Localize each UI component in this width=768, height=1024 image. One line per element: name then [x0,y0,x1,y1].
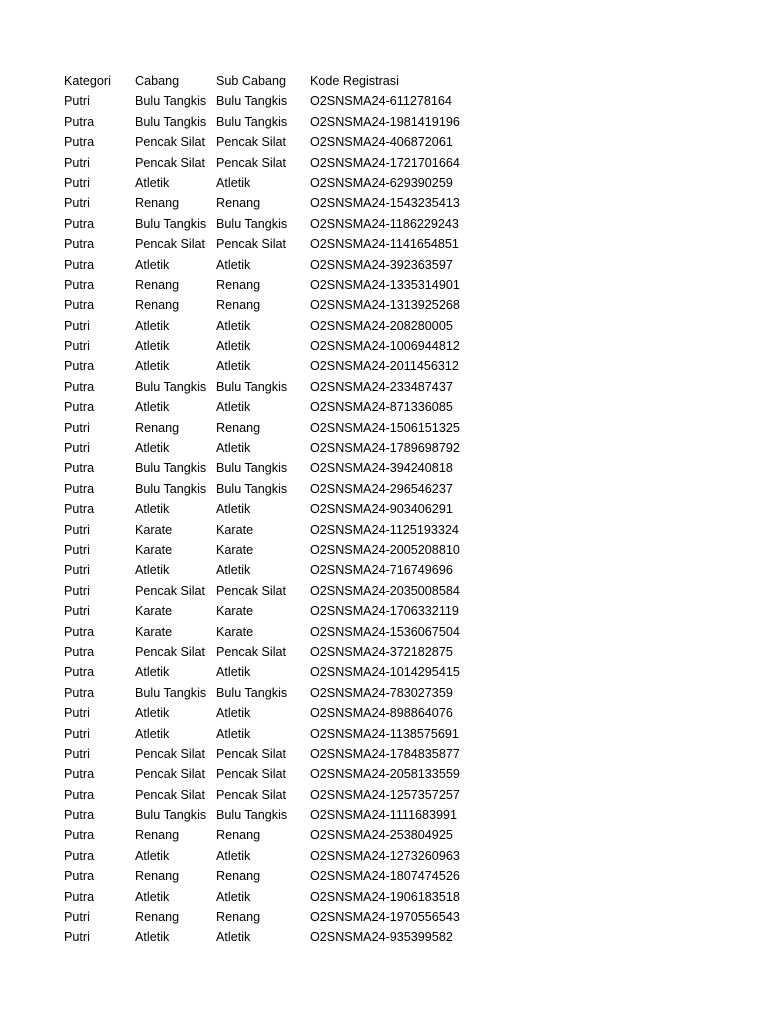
cell-sub-cabang: Atletik [216,665,251,680]
cell-kode-registrasi: O2SNSMA24-1807474526 [310,869,460,884]
cell-kode-registrasi: O2SNSMA24-1014295415 [310,665,460,680]
cell-cabang: Bulu Tangkis [135,685,207,700]
cell-kode-registrasi: O2SNSMA24-394240818 [310,461,453,476]
cell-kategori: Putri [64,583,90,598]
cell-cabang: Pencak Silat [135,237,206,252]
cell-kategori: Putri [64,542,90,557]
cell-cabang: Pencak Silat [135,767,206,782]
cell-kategori: Putri [64,155,90,170]
table-body [64,91,490,947]
cell-kode-registrasi: O2SNSMA24-1313925268 [310,298,460,313]
cell-sub-cabang: Atletik [216,175,251,190]
header-cabang: Cabang [135,74,180,88]
table-row [64,520,490,540]
cell-kode-registrasi: O2SNSMA24-611278164 [310,94,452,109]
cell-cabang: Atletik [135,889,170,904]
cell-kategori: Putra [64,400,95,415]
cell-kode-registrasi: O2SNSMA24-2035008584 [310,583,460,598]
cell-kode-registrasi: O2SNSMA24-1970556543 [310,910,460,925]
cell-kode-registrasi: O2SNSMA24-1784835877 [310,746,460,761]
cell-kategori: Putra [64,216,95,231]
cell-sub-cabang: Pencak Silat [216,644,287,659]
cell-sub-cabang: Bulu Tangkis [216,379,288,394]
cell-sub-cabang: Bulu Tangkis [216,481,288,496]
cell-kategori: Putra [64,277,95,292]
cell-sub-cabang: Karate [216,604,254,619]
cell-sub-cabang: Bulu Tangkis [216,461,288,476]
cell-sub-cabang: Karate [216,624,254,639]
cell-cabang: Bulu Tangkis [135,481,207,496]
cell-cabang: Atletik [135,665,170,680]
table-row [64,316,490,336]
cell-cabang: Bulu Tangkis [135,94,207,109]
cell-cabang: Renang [135,196,180,211]
cell-cabang: Atletik [135,706,170,721]
cell-sub-cabang: Atletik [216,706,251,721]
cell-kategori: Putri [64,196,90,211]
table-row [64,377,490,397]
cell-cabang: Karate [135,604,173,619]
cell-sub-cabang: Atletik [216,563,251,578]
cell-cabang: Atletik [135,930,170,945]
cell-kategori: Putra [64,481,95,496]
cell-kode-registrasi: O2SNSMA24-783027359 [310,685,453,700]
cell-sub-cabang: Atletik [216,359,251,374]
table-row [64,662,490,682]
cell-cabang: Karate [135,522,173,537]
cell-kode-registrasi: O2SNSMA24-1141654851 [310,237,459,252]
cell-kategori: Putra [64,502,95,517]
cell-kategori: Putra [64,359,95,374]
cell-sub-cabang: Renang [216,277,261,292]
cell-kode-registrasi: O2SNSMA24-253804925 [310,828,453,843]
cell-kode-registrasi: O2SNSMA24-716749696 [310,563,453,578]
cell-sub-cabang: Karate [216,542,254,557]
cell-kode-registrasi: O2SNSMA24-935399582 [310,930,453,945]
cell-kode-registrasi: O2SNSMA24-208280005 [310,318,453,333]
cell-kode-registrasi: O2SNSMA24-1273260963 [310,848,460,863]
cell-kode-registrasi: O2SNSMA24-1536067504 [310,624,460,639]
cell-kategori: Putra [64,869,95,884]
cell-kode-registrasi: O2SNSMA24-1981419196 [310,114,460,129]
cell-sub-cabang: Atletik [216,889,251,904]
cell-kategori: Putri [64,706,90,721]
cell-sub-cabang: Pencak Silat [216,787,287,802]
cell-cabang: Pencak Silat [135,787,206,802]
table-row [64,540,490,560]
cell-sub-cabang: Renang [216,298,261,313]
cell-kategori: Putri [64,563,90,578]
table-row [64,581,490,601]
table-row [64,255,490,275]
registration-table [64,71,490,948]
cell-kategori: Putra [64,828,95,843]
header-sub-cabang: Sub Cabang [216,74,287,88]
cell-kategori: Putra [64,114,95,129]
table-row [64,479,490,499]
table-header-row [64,71,490,91]
cell-sub-cabang: Atletik [216,441,251,456]
cell-kategori: Putri [64,522,90,537]
cell-sub-cabang: Pencak Silat [216,237,287,252]
header-kategori: Kategori [64,74,111,88]
cell-cabang: Renang [135,869,180,884]
table-row [64,601,490,621]
table-row [64,683,490,703]
cell-kode-registrasi: O2SNSMA24-903406291 [310,502,453,517]
table-row [64,193,490,213]
table-row [64,336,490,356]
cell-kategori: Putri [64,339,90,354]
cell-kategori: Putri [64,441,90,456]
cell-cabang: Atletik [135,339,170,354]
table-row [64,805,490,825]
cell-cabang: Bulu Tangkis [135,216,207,231]
cell-kategori: Putra [64,808,95,823]
cell-kode-registrasi: O2SNSMA24-233487437 [310,379,453,394]
cell-kategori: Putri [64,930,90,945]
table-row [64,132,490,152]
cell-sub-cabang: Atletik [216,726,251,741]
cell-kode-registrasi: O2SNSMA24-1906183518 [310,889,460,904]
cell-kode-registrasi: O2SNSMA24-1125193324 [310,522,459,537]
cell-kategori: Putri [64,604,90,619]
cell-kategori: Putra [64,889,95,904]
table-row [64,866,490,886]
table-row [64,622,490,642]
cell-cabang: Atletik [135,726,170,741]
cell-kode-registrasi: O2SNSMA24-1186229243 [310,216,459,231]
table-row [64,458,490,478]
cell-kode-registrasi: O2SNSMA24-1335314901 [310,277,460,292]
cell-cabang: Karate [135,542,173,557]
cell-sub-cabang: Bulu Tangkis [216,216,288,231]
cell-cabang: Atletik [135,175,170,190]
table-row [64,418,490,438]
cell-kategori: Putra [64,644,95,659]
cell-kategori: Putra [64,237,95,252]
cell-sub-cabang: Pencak Silat [216,583,287,598]
table-row [64,153,490,173]
cell-sub-cabang: Pencak Silat [216,135,287,150]
table-row [64,499,490,519]
cell-sub-cabang: Renang [216,828,261,843]
cell-cabang: Bulu Tangkis [135,808,207,823]
cell-cabang: Renang [135,828,180,843]
cell-kategori: Putri [64,746,90,761]
cell-kode-registrasi: O2SNSMA24-1111683991 [310,808,458,823]
table-row [64,356,490,376]
cell-cabang: Atletik [135,257,170,272]
cell-kode-registrasi: O2SNSMA24-2058133559 [310,767,460,782]
table-row [64,907,490,927]
cell-kategori: Putra [64,461,95,476]
table-row [64,295,490,315]
table-row [64,560,490,580]
cell-sub-cabang: Pencak Silat [216,767,287,782]
table-row [64,91,490,111]
table-row [64,112,490,132]
cell-cabang: Atletik [135,502,170,517]
cell-kategori: Putri [64,910,90,925]
table-row [64,703,490,723]
cell-kategori: Putri [64,175,90,190]
cell-sub-cabang: Bulu Tangkis [216,685,288,700]
table-row [64,275,490,295]
cell-cabang: Atletik [135,441,170,456]
cell-kategori: Putri [64,726,90,741]
cell-cabang: Renang [135,910,180,925]
cell-cabang: Bulu Tangkis [135,461,207,476]
cell-kode-registrasi: O2SNSMA24-1721701664 [310,155,460,170]
cell-cabang: Renang [135,298,180,313]
table-row [64,173,490,193]
cell-cabang: Pencak Silat [135,644,206,659]
cell-kode-registrasi: O2SNSMA24-392363597 [310,257,453,272]
cell-cabang: Bulu Tangkis [135,114,207,129]
cell-sub-cabang: Bulu Tangkis [216,94,288,109]
cell-cabang: Atletik [135,318,170,333]
cell-kode-registrasi: O2SNSMA24-871336085 [310,400,453,415]
cell-sub-cabang: Atletik [216,930,251,945]
table-row [64,846,490,866]
table-row [64,927,490,947]
table-row [64,234,490,254]
cell-kategori: Putra [64,848,95,863]
cell-kode-registrasi: O2SNSMA24-372182875 [310,644,453,659]
table-row [64,724,490,744]
cell-sub-cabang: Renang [216,420,261,435]
table-row [64,744,490,764]
cell-cabang: Atletik [135,359,170,374]
cell-sub-cabang: Renang [216,869,261,884]
cell-kode-registrasi: O2SNSMA24-629390259 [310,175,453,190]
cell-kode-registrasi: O2SNSMA24-1706332119 [310,604,459,619]
cell-sub-cabang: Renang [216,910,261,925]
cell-sub-cabang: Atletik [216,848,251,863]
cell-kode-registrasi: O2SNSMA24-2011456312 [310,359,459,374]
cell-kategori: Putra [64,257,95,272]
table-row [64,785,490,805]
cell-sub-cabang: Atletik [216,257,251,272]
table-row [64,397,490,417]
cell-kode-registrasi: O2SNSMA24-1506151325 [310,420,460,435]
cell-cabang: Pencak Silat [135,746,206,761]
cell-cabang: Atletik [135,848,170,863]
cell-sub-cabang: Pencak Silat [216,746,287,761]
cell-cabang: Atletik [135,400,170,415]
cell-sub-cabang: Atletik [216,502,251,517]
cell-kategori: Putra [64,787,95,802]
cell-cabang: Pencak Silat [135,135,206,150]
cell-cabang: Pencak Silat [135,155,206,170]
cell-sub-cabang: Atletik [216,318,251,333]
cell-kode-registrasi: O2SNSMA24-1543235413 [310,196,460,211]
cell-cabang: Karate [135,624,173,639]
table-row [64,438,490,458]
cell-kategori: Putra [64,685,95,700]
table-row [64,825,490,845]
cell-kode-registrasi: O2SNSMA24-898864076 [310,706,453,721]
cell-cabang: Renang [135,420,180,435]
cell-cabang: Bulu Tangkis [135,379,207,394]
cell-kode-registrasi: O2SNSMA24-296546237 [310,481,453,496]
cell-kode-registrasi: O2SNSMA24-1138575691 [310,726,459,741]
cell-sub-cabang: Karate [216,522,254,537]
header-kode-registrasi: Kode Registrasi [310,74,399,88]
cell-kategori: Putri [64,94,90,109]
cell-kategori: Putra [64,767,95,782]
table-row [64,642,490,662]
cell-kode-registrasi: O2SNSMA24-1006944812 [310,339,460,354]
table-row [64,887,490,907]
cell-kategori: Putri [64,420,90,435]
cell-cabang: Atletik [135,563,170,578]
cell-kategori: Putra [64,379,95,394]
cell-cabang: Renang [135,277,180,292]
table-row [64,214,490,234]
cell-sub-cabang: Renang [216,196,261,211]
cell-kategori: Putri [64,318,90,333]
cell-kode-registrasi: O2SNSMA24-1257357257 [310,787,460,802]
cell-sub-cabang: Bulu Tangkis [216,114,288,129]
table-row [64,764,490,784]
cell-kategori: Putra [64,135,95,150]
cell-kode-registrasi: O2SNSMA24-2005208810 [310,542,460,557]
cell-sub-cabang: Pencak Silat [216,155,287,170]
cell-sub-cabang: Atletik [216,339,251,354]
cell-kode-registrasi: O2SNSMA24-406872061 [310,135,453,150]
cell-kategori: Putra [64,298,95,313]
cell-kode-registrasi: O2SNSMA24-1789698792 [310,441,460,456]
cell-kategori: Putra [64,624,95,639]
cell-cabang: Pencak Silat [135,583,206,598]
cell-sub-cabang: Bulu Tangkis [216,808,288,823]
cell-kategori: Putra [64,665,95,680]
cell-sub-cabang: Atletik [216,400,251,415]
